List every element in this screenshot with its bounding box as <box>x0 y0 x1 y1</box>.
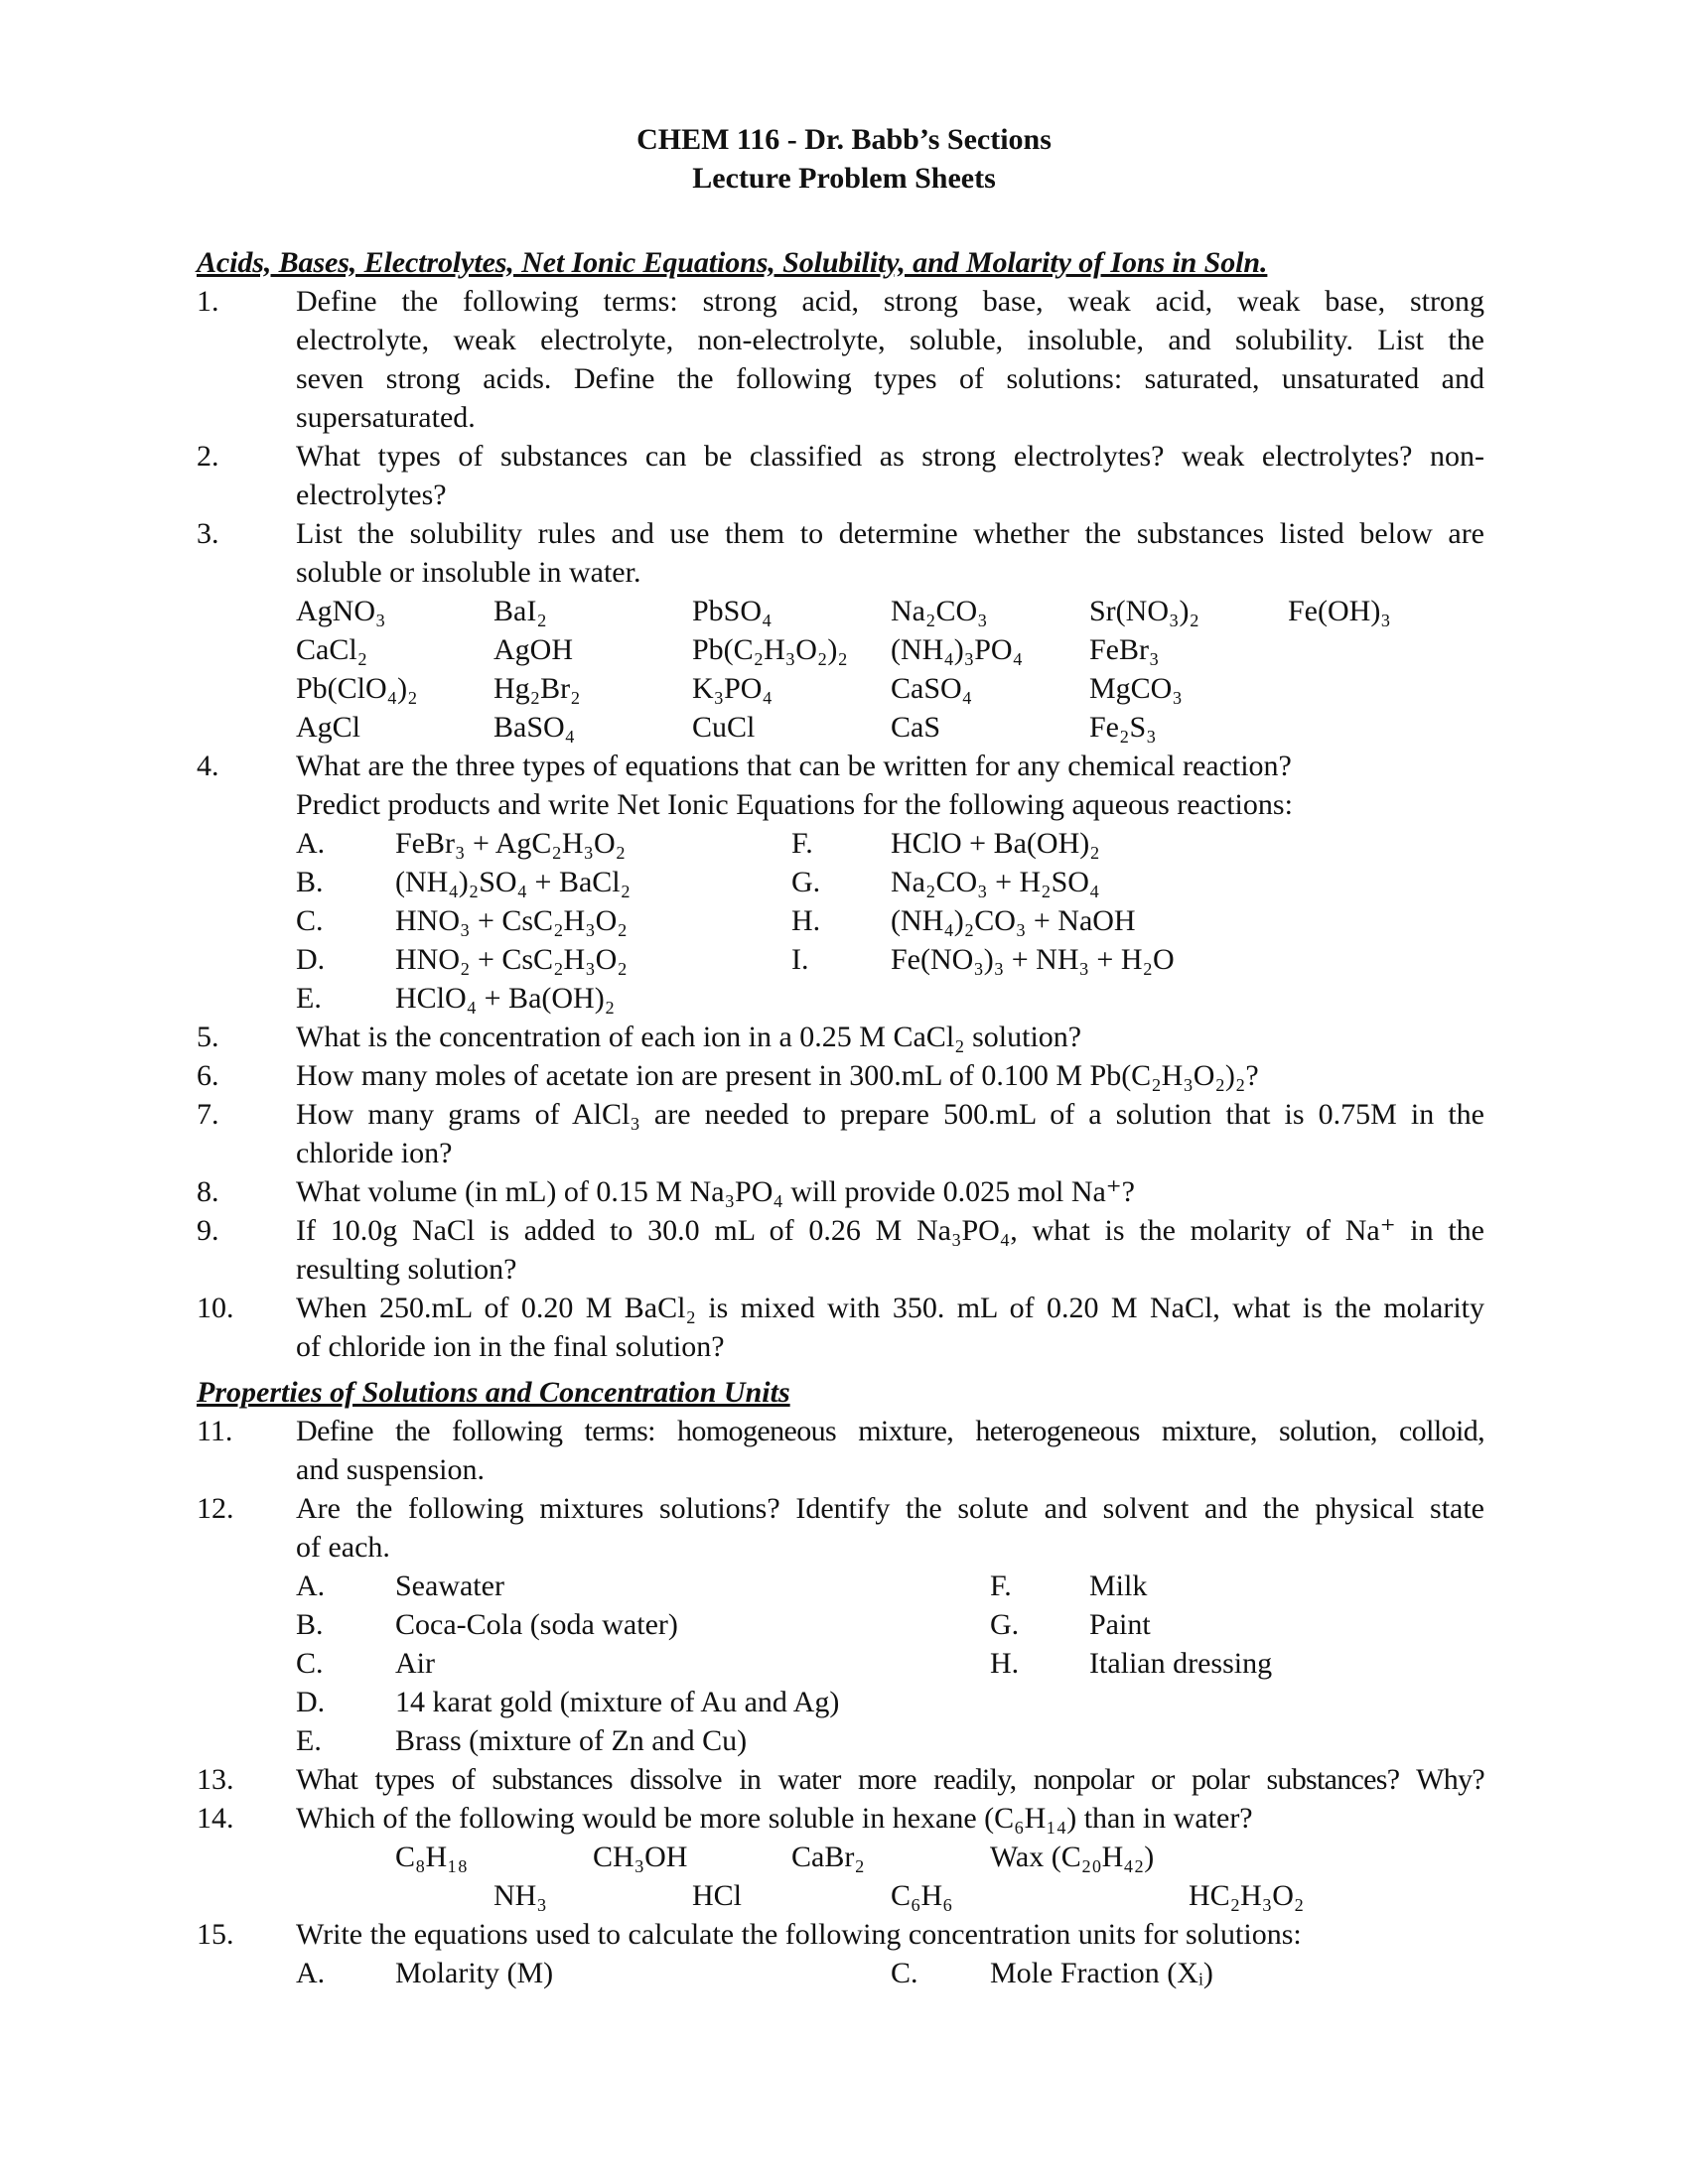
question-number: 8. <box>197 1175 219 1208</box>
question-text: What are the three types of equations that can be written for any chemical reaction? <box>296 750 1292 782</box>
question-text: How many moles of acetate ion are present in 300.mL of 0.100 M Pb(C₂H₃O₂)₂? <box>296 1059 1259 1092</box>
question-number: 6. <box>197 1059 219 1092</box>
reaction-letter: G. <box>791 866 821 898</box>
question-number: 11. <box>197 1415 233 1447</box>
compound-cell: FeBr₃ <box>1089 633 1160 666</box>
mixture-letter: H. <box>990 1647 1020 1680</box>
mixture-item: Brass (mixture of Zn and Cu) <box>395 1724 748 1757</box>
unit-letter: A. <box>296 1957 326 1989</box>
compound-cell: CaS <box>891 711 941 744</box>
mixture-letter: D. <box>296 1686 326 1718</box>
compound-cell: HC₂H₃O₂ <box>1189 1879 1305 1912</box>
compound-cell: BaI₂ <box>493 595 547 627</box>
reaction-equation: HNO₂ + CsC₂H₃O₂ <box>395 943 628 976</box>
question-text: supersaturated. <box>296 401 476 434</box>
question-text: List the solubility rules and use them to determine whether the substances listed below are <box>296 517 1484 550</box>
compound-cell: HCl <box>692 1879 743 1912</box>
mixture-letter: B. <box>296 1608 324 1641</box>
question-text: seven strong acids. Define the following types of solutions: saturated, unsaturated and <box>296 362 1484 395</box>
compound-cell: Hg₂Br₂ <box>493 672 581 705</box>
compound-cell: (NH₄)₃PO₄ <box>891 633 1024 666</box>
question-text: electrolyte, weak electrolyte, non-electrolyte, soluble, insoluble, and solubility. List the <box>296 324 1484 356</box>
reaction-letter: H. <box>791 904 821 937</box>
compound-cell: AgCl <box>296 711 361 744</box>
compound-cell: NH₃ <box>493 1879 547 1912</box>
compound-cell: Wax (C₂₀H₄₂) <box>990 1841 1155 1873</box>
unit-letter: C. <box>891 1957 918 1989</box>
mixture-letter: G. <box>990 1608 1020 1641</box>
question-number: 7. <box>197 1098 219 1131</box>
question-text: Are the following mixtures solutions? Identify the solute and solvent and the physical state <box>296 1492 1484 1525</box>
compound-cell: AgNO₃ <box>296 595 386 627</box>
question-number: 2. <box>197 440 219 473</box>
compound-cell: Na₂CO₃ <box>891 595 988 627</box>
reaction-equation: HClO + Ba(OH)₂ <box>891 827 1100 860</box>
question-text: How many grams of AlCl₃ are needed to prepare 500.mL of a solution that is 0.75M in the <box>296 1098 1484 1131</box>
question-text: of chloride ion in the final solution? <box>296 1330 725 1363</box>
question-text: electrolytes? <box>296 478 447 511</box>
compound-cell: K₃PO₄ <box>692 672 773 705</box>
question-text: Which of the following would be more soluble in hexane (C₆H₁₄) than in water? <box>296 1802 1253 1835</box>
reaction-letter: F. <box>791 827 813 860</box>
question-text: If 10.0g NaCl is added to 30.0 mL of 0.26 M Na₃PO₄, what is the molarity of Na⁺ in the <box>296 1214 1484 1247</box>
reaction-letter: I. <box>791 943 809 976</box>
reaction-equation: Na₂CO₃ + H₂SO₄ <box>891 866 1100 898</box>
compound-cell: Pb(C₂H₃O₂)₂ <box>692 633 848 666</box>
question-text: soluble or insoluble in water. <box>296 556 641 589</box>
question-text: Write the equations used to calculate the following concentration units for solutions: <box>296 1918 1302 1951</box>
compound-cell: CuCl <box>692 711 756 744</box>
compound-cell: CH₃OH <box>593 1841 688 1873</box>
reaction-equation: (NH₄)₂CO₃ + NaOH <box>891 904 1136 937</box>
question-number: 15. <box>197 1918 234 1951</box>
compound-cell: Pb(ClO₄)₂ <box>296 672 418 705</box>
reaction-letter: B. <box>296 866 324 898</box>
question-number: 10. <box>197 1292 234 1324</box>
reaction-equation: FeBr₃ + AgC₂H₃O₂ <box>395 827 627 860</box>
question-text: When 250.mL of 0.20 M BaCl₂ is mixed with 350. mL of 0.20 M NaCl, what is the molarity <box>296 1292 1484 1324</box>
question-text: chloride ion? <box>296 1137 453 1169</box>
mixture-item: Italian dressing <box>1089 1647 1273 1680</box>
question-text: Predict products and write Net Ionic Equations for the following aqueous reactions: <box>296 788 1293 821</box>
page-title: CHEM 116 - Dr. Babb’s Sections <box>636 123 1052 156</box>
reaction-equation: Fe(NO₃)₃ + NH₃ + H₂O <box>891 943 1175 976</box>
section-heading-solutions: Properties of Solutions and Concentration Units <box>197 1376 790 1409</box>
question-number: 9. <box>197 1214 219 1247</box>
question-text: What volume (in mL) of 0.15 M Na₃PO₄ will provide 0.025 mol Na⁺? <box>296 1175 1135 1208</box>
section-heading-acids-bases: Acids, Bases, Electrolytes, Net Ionic Equations, Solubility, and Molarity of Ions in Soln. <box>197 246 1268 279</box>
reaction-equation: HClO₄ + Ba(OH)₂ <box>395 982 616 1015</box>
question-text: Define the following terms: strong acid, strong base, weak acid, weak base, strong <box>296 285 1484 318</box>
compound-cell: BaSO₄ <box>493 711 576 744</box>
reaction-letter: C. <box>296 904 324 937</box>
page-subtitle: Lecture Problem Sheets <box>692 162 996 195</box>
question-text: resulting solution? <box>296 1253 517 1286</box>
compound-cell: MgCO₃ <box>1089 672 1183 705</box>
reaction-equation: HNO₃ + CsC₂H₃O₂ <box>395 904 628 937</box>
mixture-letter: F. <box>990 1570 1012 1602</box>
mixture-item: Paint <box>1089 1608 1151 1641</box>
compound-cell: Fe₂S₃ <box>1089 711 1157 744</box>
compound-cell: PbSO₄ <box>692 595 773 627</box>
compound-cell: CaBr₂ <box>791 1841 865 1873</box>
question-number: 3. <box>197 517 219 550</box>
mixture-letter: E. <box>296 1724 322 1757</box>
question-number: 4. <box>197 750 219 782</box>
question-text: What is the concentration of each ion in a 0.25 M CaCl₂ solution? <box>296 1021 1082 1053</box>
question-number: 1. <box>197 285 219 318</box>
mixture-letter: C. <box>296 1647 324 1680</box>
compound-cell: CaSO₄ <box>891 672 973 705</box>
unit-item: Molarity (M) <box>395 1957 554 1989</box>
mixture-item: Coca-Cola (soda water) <box>395 1608 678 1641</box>
question-number: 14. <box>197 1802 234 1835</box>
reaction-equation: (NH₄)₂SO₄ + BaCl₂ <box>395 866 632 898</box>
compound-cell: Sr(NO₃)₂ <box>1089 595 1199 627</box>
compound-cell: Fe(OH)₃ <box>1288 595 1391 627</box>
question-text: of each. <box>296 1531 390 1564</box>
mixture-item: 14 karat gold (mixture of Au and Ag) <box>395 1686 840 1718</box>
question-text: Define the following terms: homogeneous mixture, heterogeneous mixture, solution, colloid, <box>296 1415 1484 1447</box>
question-text: What types of substances can be classified as strong electrolytes? weak electrolytes? non- <box>296 440 1484 473</box>
compound-cell: CaCl₂ <box>296 633 368 666</box>
question-number: 5. <box>197 1021 219 1053</box>
compound-cell: C₈H₁₈ <box>395 1841 469 1873</box>
mixture-letter: A. <box>296 1570 326 1602</box>
question-text: What types of substances dissolve in water more readily, nonpolar or polar substances? Why? <box>296 1763 1484 1796</box>
mixture-item: Seawater <box>395 1570 504 1602</box>
reaction-letter: D. <box>296 943 326 976</box>
question-number: 13. <box>197 1763 234 1796</box>
mixture-item: Air <box>395 1647 435 1680</box>
compound-cell: AgOH <box>493 633 573 666</box>
mixture-item: Milk <box>1089 1570 1148 1602</box>
question-number: 12. <box>197 1492 234 1525</box>
unit-item: Mole Fraction (Xᵢ) <box>990 1957 1213 1989</box>
compound-cell: C₆H₆ <box>891 1879 953 1912</box>
reaction-letter: A. <box>296 827 326 860</box>
question-text: and suspension. <box>296 1453 485 1486</box>
reaction-letter: E. <box>296 982 322 1015</box>
